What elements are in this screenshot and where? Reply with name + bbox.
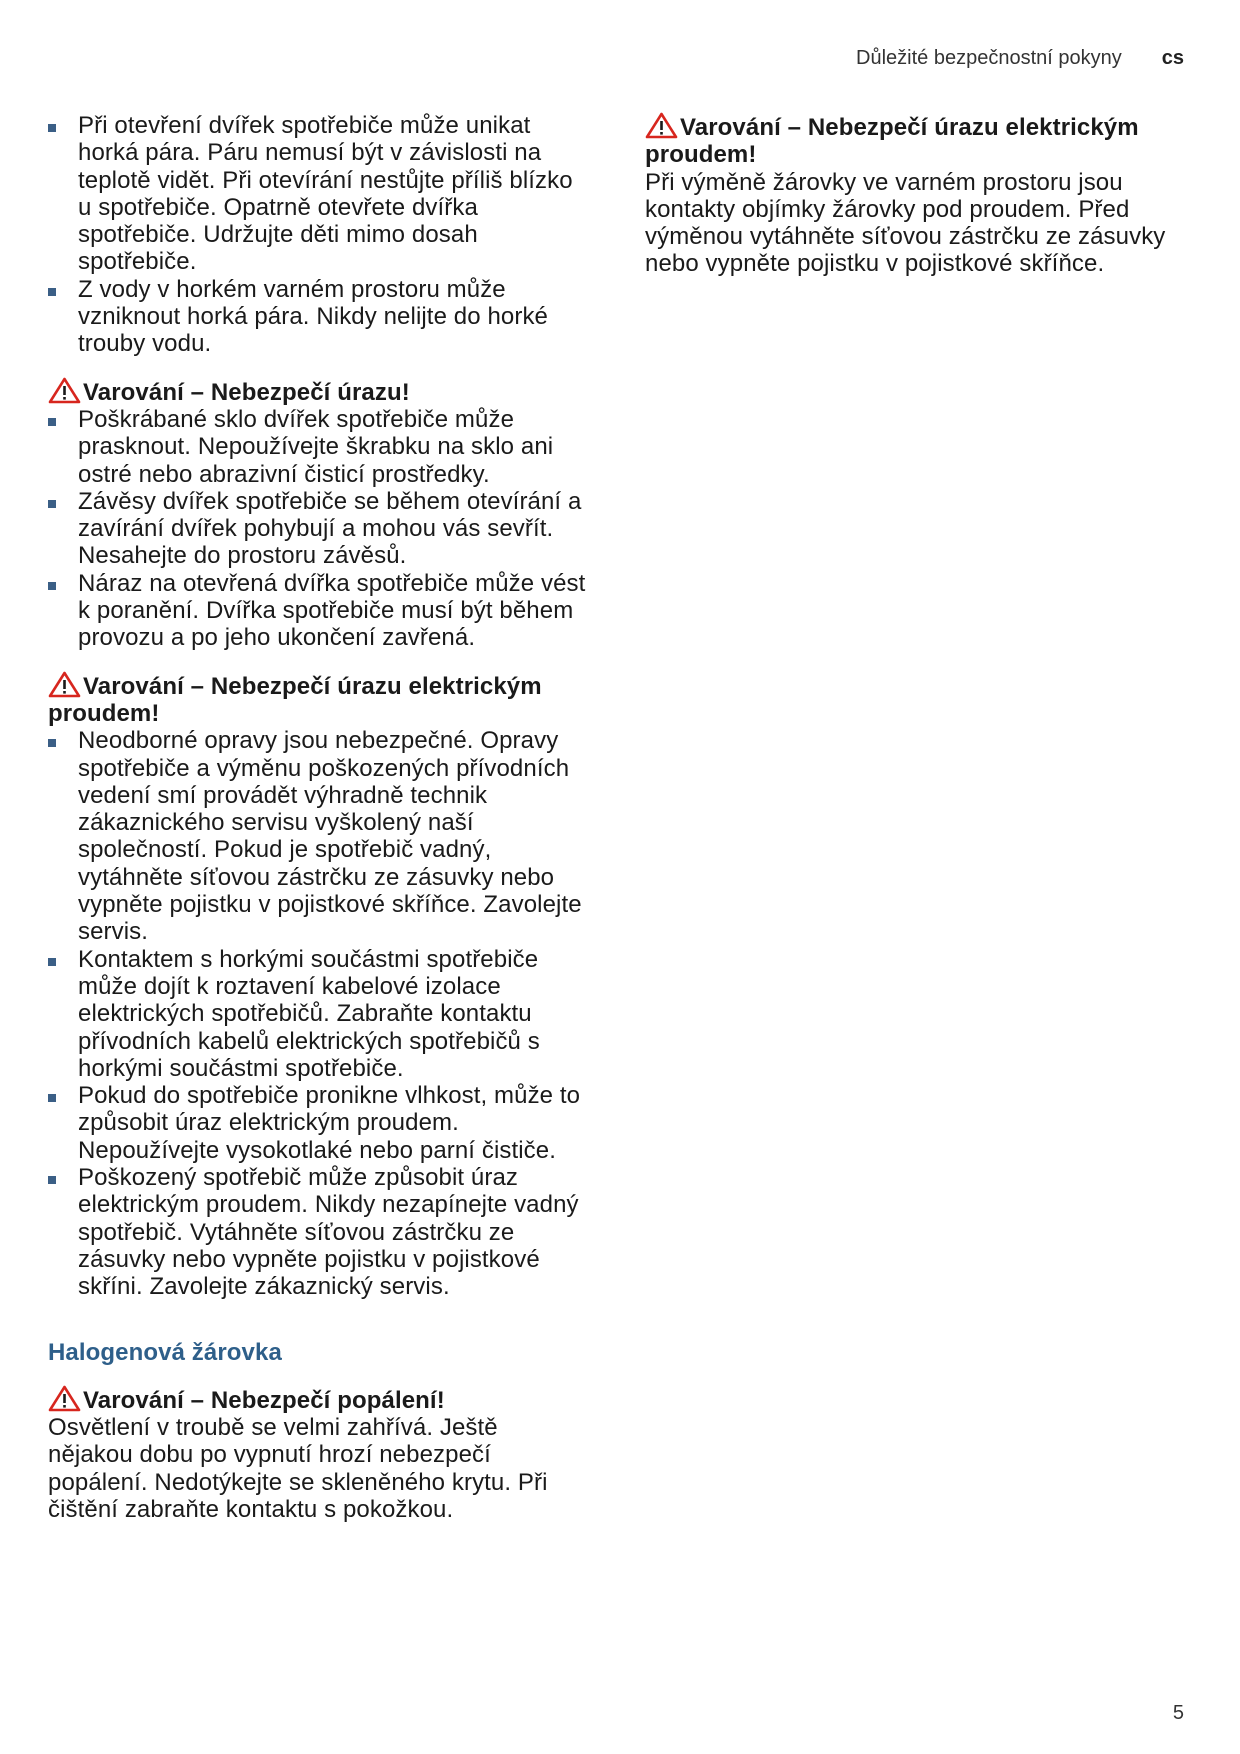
list-item: Kontaktem s horkými součástmi spotřebiče může dojít k roztavení kabelové izolace elektrických spotřebičů. Zabraňte kontaktu přívodních kabelů elektrických spotřebičů s horkými součástmi spotřebiče. xyxy=(48,946,588,1082)
bullet-icon xyxy=(48,1094,56,1102)
warning-text: Při výměně žárovky ve varném prostoru jsou kontakty objímky žárovky pod proudem. Před výměnou vytáhněte síťovou zástrčku ze zásuvky nebo vypněte pojistku v pojistkové skříňce. xyxy=(645,168,1166,278)
warning-title: Varování – Nebezpečí úrazu elektrickým proudem! xyxy=(645,114,1139,169)
page-header xyxy=(856,47,1184,70)
list-item: Závěsy dvířek spotřebiče se během otevírání a zavírání dvířek pohybují a mohou vás sevřít. Nesahejte do prostoru závěsů. xyxy=(48,488,588,570)
left-column xyxy=(48,112,588,1523)
warning-text: Osvětlení v troubě se velmi zahřívá. Ještě nějakou dobu po vypnutí hrozí nebezpečí popálení. Nedotýkejte se skleněného krytu. Při čištění zabraňte kontaktu s pokožkou. xyxy=(48,1414,548,1523)
header-title: Důležité bezpečnostní pokyny xyxy=(856,47,1122,69)
warning-title: Varování – Nebezpečí popálení! xyxy=(48,1385,588,1414)
list-item: Při otevření dvířek spotřebiče může unikat horká pára. Páru nemusí být v závislosti na teplotě vidět. Při otevírání nestůjte příliš blízko u spotřebiče. Opatrně otevřete dvířka spotřebiče. Udržujte děti mimo dosah spotřebiče. xyxy=(48,112,588,276)
list-item: Neodborné opravy jsou nebezpečné. Opravy spotřebiče a výměnu poškozených přívodních vedení smí provádět výhradně technik zákaznického servisu vyškolený naší společností. Pokud je spotřebič vadný, vytáhněte síťovou zástrčku ze zásuvky nebo vypněte pojistku v pojistkové skříňce. Zavolejte servis. xyxy=(48,727,588,945)
right-column xyxy=(645,112,1185,278)
bullet-icon xyxy=(48,1176,56,1184)
list-item: Poškozený spotřebič může způsobit úraz elektrickým proudem. Nikdy nezapínejte vadný spotřebič. Vytáhněte síťovou zástrčku ze zásuvky nebo vypněte pojistku v pojistkové skříni. Zavolejte zákaznický servis. xyxy=(48,1164,588,1300)
bullet-icon xyxy=(48,500,56,508)
warning-title: Varování – Nebezpečí úrazu! xyxy=(48,377,588,406)
section-heading: Halogenová žárovka xyxy=(48,1339,282,1367)
list-item: Pokud do spotřebiče pronikne vlhkost, může to způsobit úraz elektrickým proudem. Nepoužívejte vysokotlaké nebo parní čističe. xyxy=(48,1082,588,1164)
warning-icon xyxy=(48,377,81,404)
warning-electric-bulb xyxy=(645,112,1185,278)
intro-list xyxy=(48,112,588,358)
warning-icon xyxy=(48,1385,81,1412)
warning-title: Varování – Nebezpečí úrazu elektrickým proudem! xyxy=(48,672,542,727)
bullet-icon xyxy=(48,958,56,966)
list-item: Z vody v horkém varném prostoru může vzniknout horká pára. Nikdy nelijte do horké trouby vodu. xyxy=(48,276,588,358)
warning-burn xyxy=(48,1385,588,1523)
language-code: cs xyxy=(1161,47,1184,69)
warning-electric xyxy=(48,671,588,1301)
list-item: Poškrábané sklo dvířek spotřebiče může prasknout. Nepoužívejte škrabku na sklo ani ostré nebo abrazivní čisticí prostředky. xyxy=(48,406,588,488)
bullet-icon xyxy=(48,418,56,426)
warning-list xyxy=(48,406,588,652)
warning-icon xyxy=(645,112,678,139)
bullet-icon xyxy=(48,124,56,132)
bullet-icon xyxy=(48,582,56,590)
warning-icon xyxy=(48,671,81,698)
page-number: 5 xyxy=(1172,1702,1184,1724)
bullet-icon xyxy=(48,739,56,747)
list-item: Náraz na otevřená dvířka spotřebiče může vést k poranění. Dvířka spotřebiče musí být během provozu a po jeho ukončení zavřená. xyxy=(48,570,588,652)
bullet-icon xyxy=(48,288,56,296)
warning-injury xyxy=(48,377,588,652)
warning-list xyxy=(48,727,588,1300)
